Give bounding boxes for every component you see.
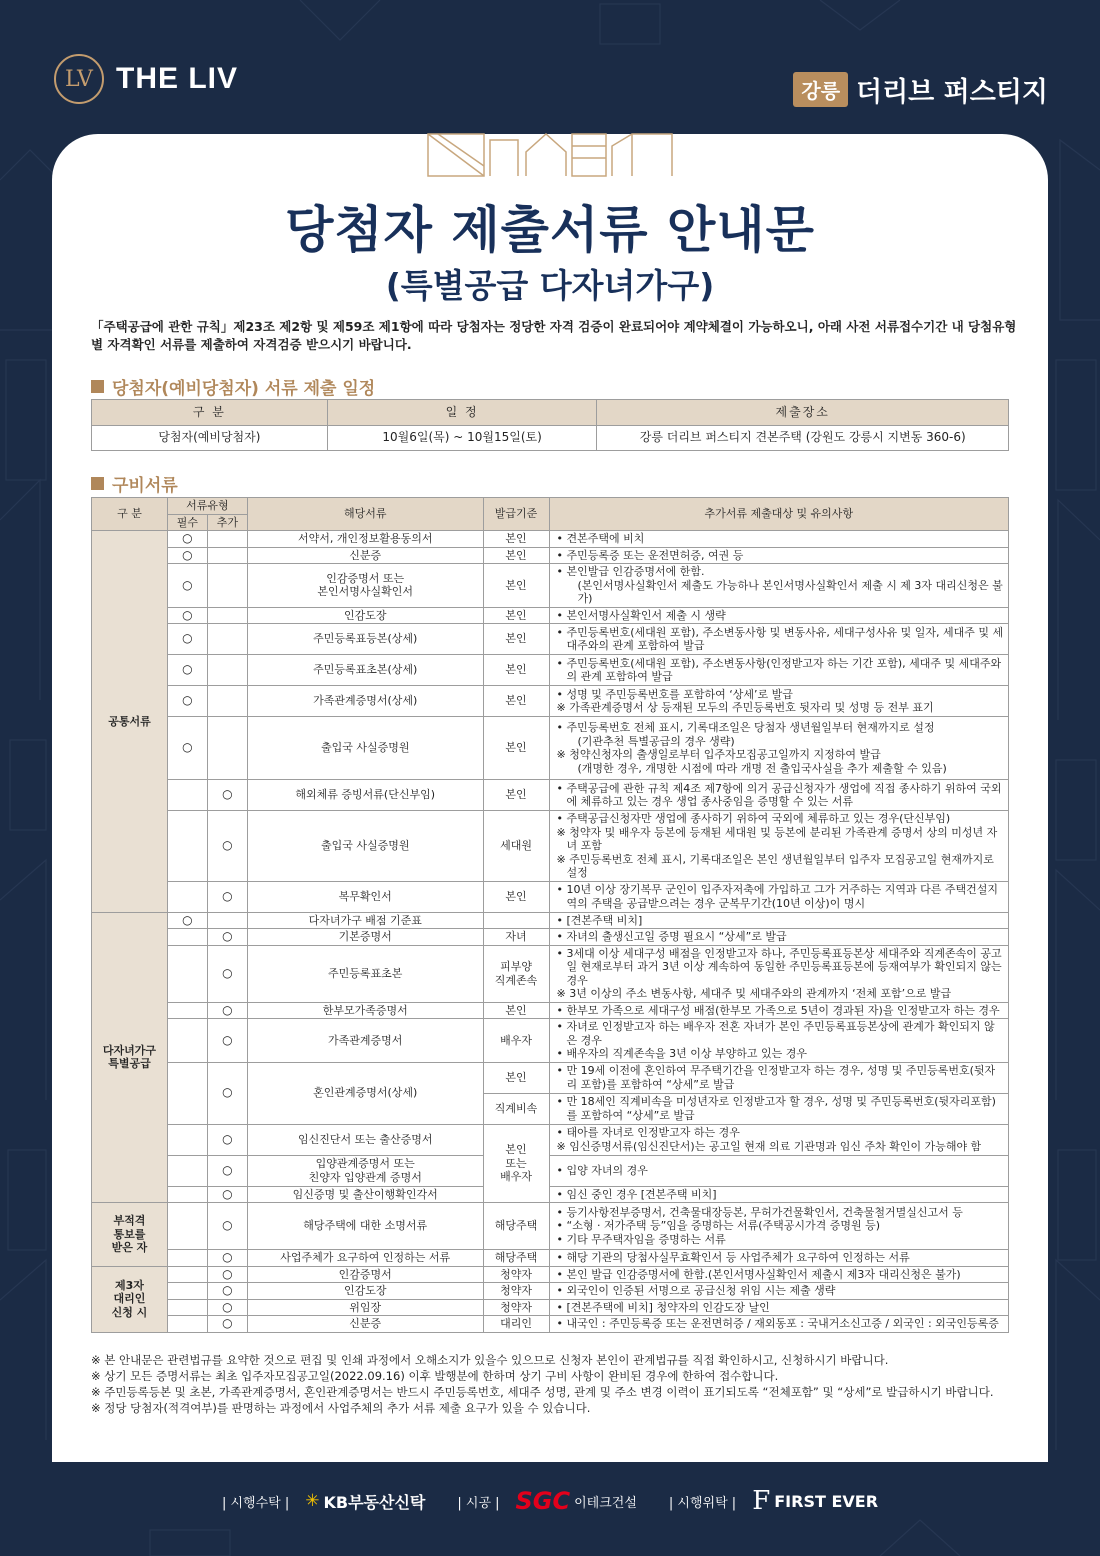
required-cell	[167, 1250, 207, 1267]
issuer: 본인	[483, 686, 549, 717]
required-cell	[167, 1266, 207, 1283]
issuer: 피부양 직계존속	[483, 945, 549, 1002]
required-cell: ○	[167, 686, 207, 717]
document-name: 출입국 사실증명원	[247, 811, 483, 882]
docs-header-required: 필수	[167, 514, 207, 531]
note-line: • 배우자의 직계존속을 3년 이상 부양하고 있는 경우	[556, 1047, 807, 1060]
docs-header-category: 구 분	[92, 498, 168, 531]
required-cell	[167, 929, 207, 946]
table-row	[92, 1283, 1009, 1300]
note-line: ※ 청약자 및 배우자 등본에 등재된 세대원 및 등본에 분리된 가족관계 증명서 상의 미성년 자녀 포함	[556, 825, 998, 852]
footer-builder: 이테크건설	[574, 1495, 637, 1511]
notes	[549, 1186, 1008, 1203]
footer-trustee: KB부동산신탁	[323, 1492, 426, 1512]
document-name: 위임장	[247, 1299, 483, 1316]
required-cell	[167, 881, 207, 912]
notes	[549, 780, 1008, 811]
docs-table	[91, 497, 1009, 1333]
notes	[549, 655, 1008, 686]
document-name: 인감증명서	[247, 1266, 483, 1283]
page-title: 당첨자 제출서류 안내문	[285, 201, 815, 259]
issuer: 본인	[483, 1002, 549, 1019]
additional-cell: ○	[207, 1283, 247, 1300]
document-name: 가족관계증명서(상세)	[247, 686, 483, 717]
footer-label-trustee: | 시행수탁 |	[221, 1495, 290, 1511]
required-cell	[167, 1186, 207, 1203]
note-line: • 주민등록증 또는 운전면허증, 여권 등	[556, 548, 744, 562]
issuer: 세대원	[483, 811, 549, 882]
note-line: ※ 3년 이상의 주소 변동사항, 세대주 및 세대주와의 관계까지 ‘전체 포함’으로 발급	[556, 987, 952, 1000]
footer-label-developer: | 시행위탁 |	[668, 1495, 737, 1511]
sgc-logo-icon: SGC	[515, 1487, 571, 1515]
document-name: 서약서, 개인정보활용동의서	[247, 531, 483, 548]
schedule-place: 강릉 더리브 퍼스티지 견본주택 (강원도 강릉시 지변동 360-6)	[597, 426, 1009, 451]
issuer: 본인 또는 배우자	[483, 1124, 549, 1203]
notes	[549, 1266, 1008, 1283]
required-cell	[167, 945, 207, 1002]
table-row	[92, 1299, 1009, 1316]
table-row	[92, 1002, 1009, 1019]
additional-cell: ○	[207, 945, 247, 1002]
additional-cell: ○	[207, 929, 247, 946]
issuer	[483, 912, 549, 929]
required-cell	[167, 1002, 207, 1019]
additional-cell	[207, 717, 247, 780]
document-name: 한부모가족증명서	[247, 1002, 483, 1019]
note-line: • 견본주택에 비치	[556, 532, 645, 545]
document-name: 신분증	[247, 547, 483, 564]
issuer: 본인	[483, 607, 549, 624]
note-line: • 태아를 자녀로 인정받고자 하는 경우	[556, 1126, 740, 1139]
issuer: 직계비속	[483, 1093, 549, 1124]
additional-cell	[207, 607, 247, 624]
required-cell	[167, 1019, 207, 1063]
building-deco-icon	[426, 126, 674, 178]
notes	[549, 1250, 1008, 1267]
document-name: 해외체류 증빙서류(단신부임)	[247, 780, 483, 811]
docs-header-additional: 추가	[207, 514, 247, 531]
table-row	[92, 607, 1009, 624]
table-row	[92, 912, 1009, 929]
required-cell	[167, 811, 207, 882]
note-line: ※ 가족관계증명서 상 등재된 모두의 주민등록번호 뒷자리 및 성명 등 전부 표기	[556, 701, 934, 714]
additional-cell: ○	[207, 780, 247, 811]
note-line: • 주민등록번호(세대원 포함), 주소변동사항 및 변동사유, 세대구성사유 및 일자, 세대주 및 세대주와의 관계 포함하여 발급	[556, 625, 1004, 652]
table-row	[92, 881, 1009, 912]
required-cell: ○	[167, 531, 207, 548]
additional-cell	[207, 547, 247, 564]
document-name: 사업주체가 요구하여 인정하는 서류	[247, 1250, 483, 1267]
table-row	[92, 624, 1009, 655]
issuer: 대리인	[483, 1316, 549, 1333]
issuer: 본인	[483, 564, 549, 608]
table-row	[92, 1019, 1009, 1063]
table-row	[92, 929, 1009, 946]
schedule-header-date: 일 정	[327, 400, 597, 426]
document-name: 혼인관계증명서(상세)	[247, 1062, 483, 1124]
table-row	[92, 686, 1009, 717]
schedule-header-category: 구 분	[92, 400, 328, 426]
required-cell	[167, 1299, 207, 1316]
footer-developer: FIRST EVER	[774, 1491, 879, 1511]
additional-cell: ○	[207, 1266, 247, 1283]
docs-header-type: 서류유형	[167, 498, 247, 515]
note-line: (기관추천 특별공급의 경우 생략)	[577, 734, 735, 748]
note-line: • [견본주택 비치]	[556, 913, 643, 927]
table-row	[92, 1155, 1009, 1186]
liv-logo-icon: LV	[54, 54, 104, 104]
document-name: 출입국 사실증명원	[247, 717, 483, 780]
required-cell: ○	[167, 547, 207, 564]
footer-label-builder: | 시공 |	[457, 1495, 500, 1511]
table-row	[92, 780, 1009, 811]
document-name: 해당주택에 대한 소명서류	[247, 1203, 483, 1250]
required-cell	[167, 1283, 207, 1300]
first-ever-logo-icon: F	[752, 1486, 771, 1516]
issuer: 본인	[483, 881, 549, 912]
notes	[549, 1316, 1008, 1333]
docs-heading-text: 구비서류	[112, 476, 178, 496]
issuer: 본인	[483, 780, 549, 811]
additional-cell: ○	[207, 1019, 247, 1063]
document-name: 복무확인서	[247, 881, 483, 912]
docs-header-notes: 추가서류 제출대상 및 유의사항	[549, 498, 1008, 531]
logo-text: THE LIV	[116, 62, 239, 95]
schedule-date: 10월6일(목) ~ 10월15일(토)	[327, 426, 597, 451]
table-row	[92, 547, 1009, 564]
schedule-category: 당첨자(예비당첨자)	[92, 426, 328, 451]
document-name: 주민등록표초본	[247, 945, 483, 1002]
note-line: ※ 임신증명서류(임신진단서)는 공고일 현재 의료 기관명과 임신 주차 확인이 가능해야 함	[556, 1139, 982, 1153]
table-row	[92, 1124, 1009, 1155]
notes	[549, 811, 1008, 882]
required-cell	[167, 1155, 207, 1186]
note-line: ※ 주민등록번호 전체 표시, 기록대조일은 본인 생년월일부터 입주자 모집공고일 현재까지로 설정	[556, 852, 994, 879]
required-cell: ○	[167, 655, 207, 686]
brand-title	[793, 70, 1048, 109]
schedule-header-place: 제출장소	[597, 400, 1009, 426]
required-cell	[167, 780, 207, 811]
issuer: 본인	[483, 717, 549, 780]
notes	[549, 945, 1008, 1002]
note-line: • 해당 기관의 당첨사실무효확인서 등 사업주체가 요구하여 인정하는 서류	[556, 1251, 910, 1264]
additional-cell: ○	[207, 1250, 247, 1267]
table-row	[92, 1062, 1009, 1093]
table-row	[92, 1266, 1009, 1283]
note-line: (개명한 경우, 개명한 시점에 따라 개명 전 출입국사실을 추가 제출할 수 있음)	[577, 761, 947, 775]
docs-heading	[91, 471, 178, 496]
issuer: 본인	[483, 624, 549, 655]
notes	[549, 564, 1008, 608]
note-line: • 3세대 이상 세대구성 배점을 인정받고자 하나, 주민등록표등본상 세대주와 직계존속이 공고일 현재로부터 과거 3년 이상 계속하여 동일한 주민등록표등본에 등재여부가 확인되지 않는 경우	[556, 946, 1002, 987]
docs-header-document: 해당서류	[247, 498, 483, 531]
note-line: • 주민등록번호(세대원 포함), 주소변동사항(인정받고자 하는 기간 포함), 세대주 및 세대주와의 관계 포함하여 발급	[556, 656, 1002, 683]
document-name: 인감도장	[247, 1283, 483, 1300]
notes	[549, 1299, 1008, 1316]
footnote: ※ 상기 모든 증명서류는 최초 입주자모집공고일(2022.09.16) 이후 발행분에 한하며 상기 구비 사항이 완비된 경우에 한하여 접수합니다.	[91, 1369, 779, 1383]
required-cell: ○	[167, 624, 207, 655]
additional-mark: ○	[207, 1062, 247, 1124]
note-line: • 임신 중인 경우 [견본주택 비치]	[556, 1187, 717, 1201]
header	[0, 0, 1100, 120]
schedule-row	[92, 426, 1009, 451]
additional-cell	[207, 912, 247, 929]
issuer: 청약자	[483, 1266, 549, 1283]
notes	[549, 881, 1008, 912]
note-line: • 기타 무주택자임을 증명하는 서류	[556, 1232, 726, 1246]
schedule-heading	[91, 374, 375, 399]
note-line: • 본인 발급 인감증명서에 한함.(본인서명사실확인서 제출시 제3자 대리신청은 불가)	[556, 1267, 961, 1281]
issuer: 본인	[483, 531, 549, 548]
additional-cell: ○	[207, 1299, 247, 1316]
notes	[549, 1283, 1008, 1300]
square-bullet-icon	[91, 380, 104, 393]
issuer: 본인	[483, 547, 549, 564]
note-line: • 성명 및 주민등록번호를 포함하여 ‘상세’로 발급	[556, 687, 793, 701]
footnote: ※ 정당 당첨자(적격여부)를 판명하는 과정에서 사업주체의 추가 서류 제출 요구가 있을 수 있습니다.	[91, 1401, 591, 1415]
table-row	[92, 1186, 1009, 1203]
notes	[549, 624, 1008, 655]
document-name: 인감도장	[247, 607, 483, 624]
issuer: 배우자	[483, 1019, 549, 1063]
required-cell: ○	[167, 607, 207, 624]
note-line: • 한부모 가족으로 세대구성 배점(한부모 가족으로 5년이 경과된 자)을 인정받고자 하는 경우	[556, 1003, 1000, 1017]
table-row	[92, 531, 1009, 548]
document-name: 신분증	[247, 1316, 483, 1333]
group-proxy: 제3자 대리인 신청 시	[92, 1266, 168, 1332]
note-line: • [견본주택에 비치] 청약자의 인감도장 날인	[556, 1300, 770, 1314]
table-row	[92, 717, 1009, 780]
note-line: • “소형 · 저가주택 등”임을 증명하는 서류(주택공시가격 증명원 등)	[556, 1219, 881, 1233]
required-cell	[167, 1316, 207, 1333]
required-cell: ○	[167, 564, 207, 608]
required-cell	[167, 1124, 207, 1155]
intro-text: 「주택공급에 관한 규칙」제23조 제2항 및 제59조 제1항에 따라 당첨자는 정당한 자격 검증이 완료되어야 계약체결이 가능하오니, 아래 사전 서류접수기간 내 당첨유형별 자격확인 서류를 제출하여 자격검증 받으시기 바랍니다.	[91, 319, 1017, 352]
group-multichild: 다자녀가구 특별공급	[92, 912, 168, 1203]
group-ineligible: 부적격 통보를 받은 자	[92, 1203, 168, 1267]
issuer: 본인	[483, 655, 549, 686]
kb-logo-icon: ✳	[305, 1491, 320, 1511]
document-name: 주민등록표등본(상세)	[247, 624, 483, 655]
docs-table-body	[92, 531, 1009, 1333]
notes	[549, 1203, 1008, 1250]
additional-cell	[207, 624, 247, 655]
document-name: 임신증명 및 출산이행확인각서	[247, 1186, 483, 1203]
issuer: 해당주택	[483, 1250, 549, 1267]
required-cell: ○	[167, 717, 207, 780]
footnote: ※ 주민등록등본 및 초본, 가족관계증명서, 혼인관계증명서는 반드시 주민등록번호, 세대주 성명, 관계 및 주소 변경 이력이 표기되도록 “전체포함” 및 “상세”로 발급하시기 바랍니다.	[91, 1385, 994, 1399]
notes	[549, 1019, 1008, 1063]
note-line: • 자녀의 출생신고일 증명 필요시 “상세”로 발급	[556, 930, 787, 943]
schedule-header-row	[92, 400, 1009, 426]
note-line: • 본인발급 인감증명서에 한함.	[556, 565, 705, 578]
table-row	[92, 1203, 1009, 1250]
additional-cell: ○	[207, 1203, 247, 1250]
document-name: 인감증명서 또는 본인서명사실확인서	[247, 564, 483, 608]
notes	[549, 929, 1008, 946]
note-line: • 만 19세 이전에 혼인하여 무주택기간을 인정받고자 하는 경우, 성명 및 주민등록번호(뒷자리 포함)를 포함하여 “상세”로 발급	[556, 1064, 996, 1091]
footnote: ※ 본 안내문은 관련법규를 요약한 것으로 편집 및 인쇄 과정에서 오해소지가 있을수 있으므로 신청자 본인이 관계법규를 직접 확인하시고, 신청하시기 바랍니다.	[91, 1353, 889, 1367]
footnotes	[91, 1352, 1021, 1416]
document-name: 임신진단서 또는 출산증명서	[247, 1124, 483, 1155]
docs-header-row	[92, 498, 1009, 515]
issuer: 본인	[483, 1062, 549, 1093]
issuer: 해당주택	[483, 1203, 549, 1250]
issuer: 자녀	[483, 929, 549, 946]
notes	[549, 607, 1008, 624]
note-line: • 내국인 : 주민등록증 또는 운전면허증 / 재외동포 : 국내거소신고증 / 외국인 : 외국인등록증	[556, 1317, 999, 1330]
document-card	[52, 134, 1048, 1462]
required-cell	[167, 1203, 207, 1250]
table-row	[92, 811, 1009, 882]
document-name: 기본증명서	[247, 929, 483, 946]
docs-header-issuer: 발급기준	[483, 498, 549, 531]
note-line: • 주택공급신청자만 생업에 종사하기 위하여 국외에 체류하고 있는 경우(단신부임)	[556, 812, 951, 825]
note-line: ※ 청약신청자의 출생일로부터 입주자모집공고일까지 지정하여 발급	[556, 748, 881, 761]
notes	[549, 912, 1008, 929]
additional-cell	[207, 564, 247, 608]
note-line: • 자녀로 인정받고자 하는 배우자 전혼 자녀가 본인 주민등록표등본상에 관계가 확인되지 않은 경우	[556, 1020, 995, 1047]
table-row	[92, 1250, 1009, 1267]
note-line: • 본인서명사실확인서 제출 시 생략	[556, 608, 726, 622]
document-name: 다자녀가구 배점 기준표	[247, 912, 483, 929]
notes	[549, 547, 1008, 564]
additional-cell	[207, 531, 247, 548]
document-name: 주민등록표초본(상세)	[247, 655, 483, 686]
table-row	[92, 945, 1009, 1002]
note-line: (본인서명사실확인서 제출도 가능하나 본인서명사실확인서 제출 시 제 3자 대리신청은 불가)	[577, 578, 1003, 605]
issuer: 청약자	[483, 1299, 549, 1316]
notes	[549, 1155, 1008, 1186]
square-bullet-icon	[91, 477, 104, 490]
schedule-table	[91, 399, 1009, 451]
additional-cell: ○	[207, 1002, 247, 1019]
notes	[549, 1062, 1008, 1093]
additional-cell: ○	[207, 1155, 247, 1186]
required-cell	[167, 1062, 207, 1124]
notes	[549, 1124, 1008, 1155]
notes	[549, 531, 1008, 548]
additional-cell	[207, 655, 247, 686]
notes	[549, 717, 1008, 780]
page-subtitle: (특별공급 다자녀가구)	[385, 266, 715, 305]
table-row	[92, 564, 1009, 608]
note-line: • 주민등록번호 전체 표시, 기록대조일은 당첨자 생년월일부터 현재까지로 설정	[556, 721, 935, 734]
document-name: 가족관계증명서	[247, 1019, 483, 1063]
footer-credits	[0, 1478, 1100, 1524]
additional-cell: ○	[207, 1316, 247, 1333]
schedule-heading-text: 당첨자(예비당첨자) 서류 제출 일정	[112, 379, 376, 399]
notes	[549, 686, 1008, 717]
the-liv-logo	[54, 54, 238, 104]
note-line: • 등기사항전부증명서, 건축물대장등본, 무허가건물확인서, 건축물철거멸실신고서 등	[556, 1205, 963, 1219]
additional-cell: ○	[207, 811, 247, 882]
required-cell: ○	[167, 912, 207, 929]
additional-cell: ○	[207, 1124, 247, 1155]
document-name: 입양관계증명서 또는 친양자 입양관계 증명서	[247, 1155, 483, 1186]
brand-tag: 강릉	[793, 72, 848, 107]
table-row	[92, 1316, 1009, 1333]
notes	[549, 1002, 1008, 1019]
additional-cell: ○	[207, 881, 247, 912]
note-line: • 10년 이상 장기복무 군인이 입주자저축에 가입하고 그가 거주하는 지역과 다른 주택건설지역의 주택을 공급받으려는 경우 군복무기간(10년 이상)이 명시	[556, 883, 998, 910]
note-line: • 주택공급에 관한 규칙 제4조 제7항에 의거 공급신청자가 생업에 직접 종사하기 위하여 국외에 체류하고 있는 경우 생업 종사중임을 증명할 수 있는 서류	[556, 781, 1002, 808]
group-common: 공통서류	[92, 531, 168, 913]
issuer: 청약자	[483, 1283, 549, 1300]
additional-cell: ○	[207, 1186, 247, 1203]
table-row	[92, 655, 1009, 686]
notes	[549, 1093, 1008, 1124]
brand-name: 더리브 퍼스티지	[856, 77, 1048, 108]
additional-cell	[207, 686, 247, 717]
note-line: • 만 18세인 직계비속을 미성년자로 인정받고자 할 경우, 성명 및 주민등록번호(뒷자리포함)를 포함하여 “상세”로 발급	[556, 1095, 996, 1122]
note-line: • 외국인이 인증된 서명으로 공급신청 위임 시는 제출 생략	[556, 1284, 836, 1297]
note-line: • 입양 자녀의 경우	[556, 1163, 648, 1177]
